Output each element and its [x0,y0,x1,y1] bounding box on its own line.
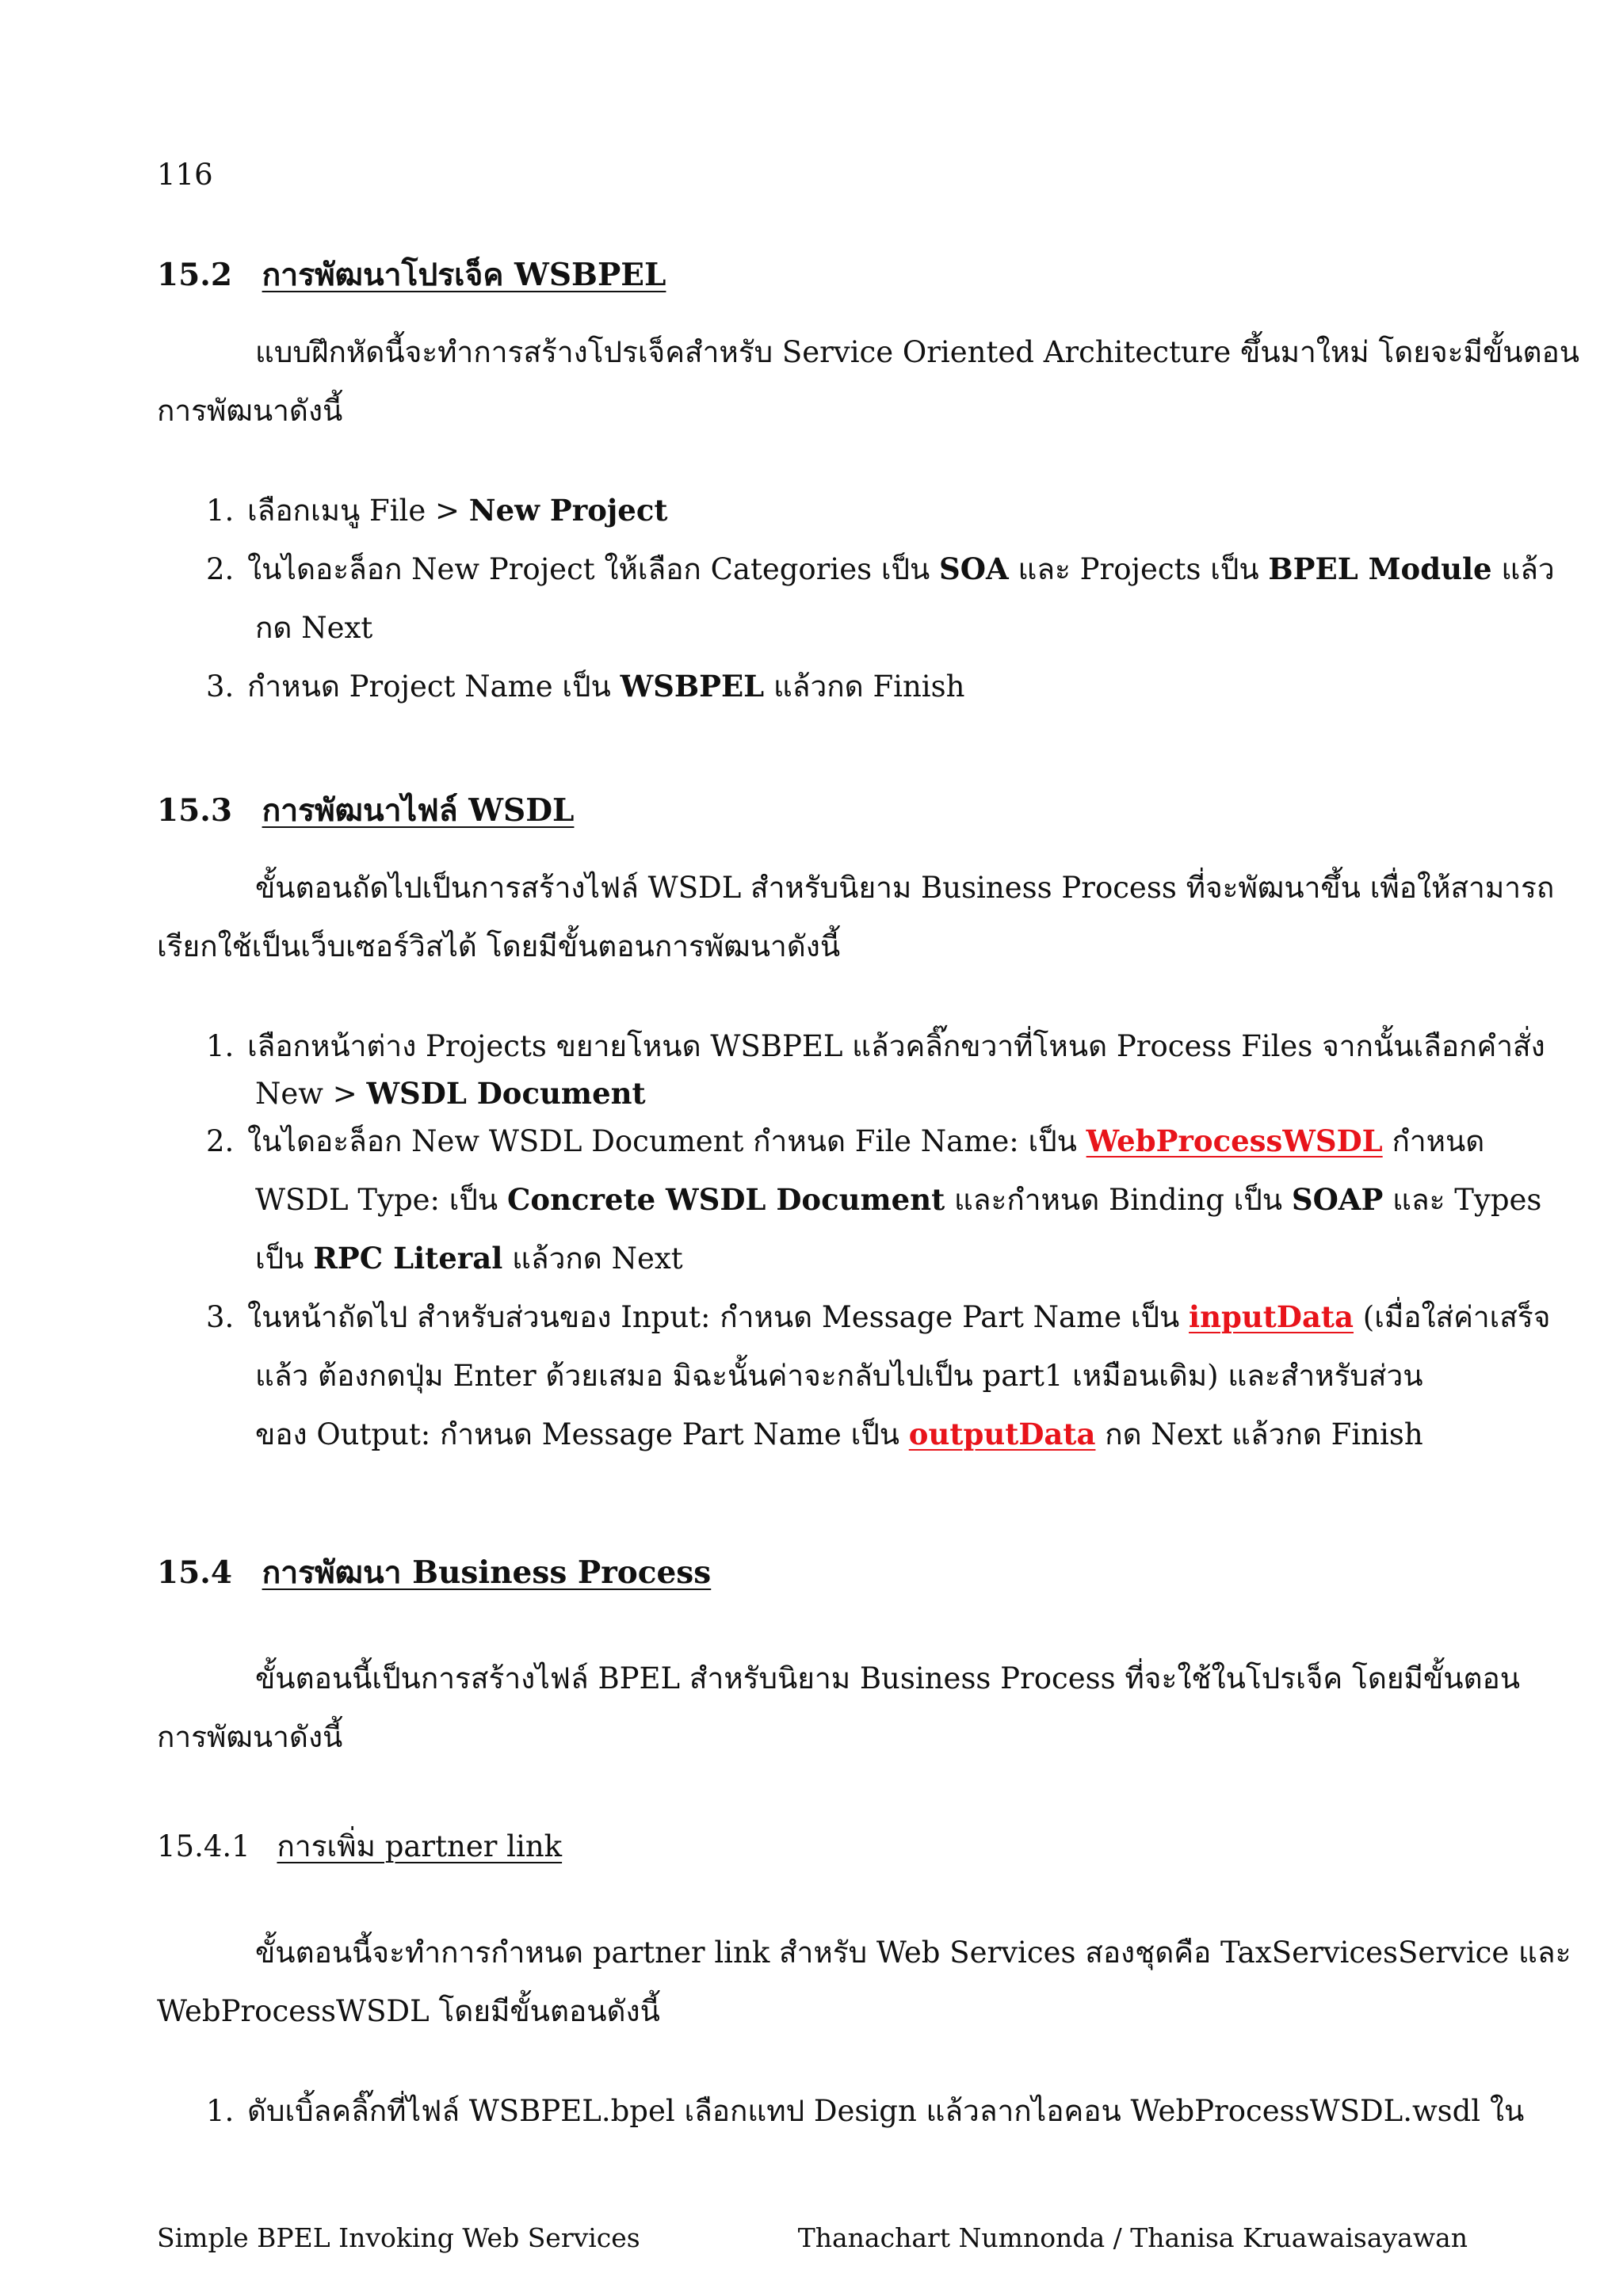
section-title: การพัฒนาโปรเจ็ค WSBPEL [262,257,666,293]
list-item: 2. ในไดอะล็อก New Project ให้เลือก Categories เป็น SOA และ Projects เป็น BPEL Module แล้ว [206,551,1555,586]
list-item-continuation: New > WSDL Document [255,1076,646,1111]
paragraph-line: เรียกใช้เป็นเว็บเซอร์วิสได้ โดยมีขั้นตอนการพัฒนาดังนี้ [157,929,841,963]
subsection-number: 15.4.1 [157,1829,250,1863]
list-item-continuation: กด Next [255,611,373,645]
section-number: 15.3 [157,792,232,829]
highlight-link: inputData [1189,1299,1354,1334]
section-heading-15-4 [157,1548,711,1597]
list-item: 3. ในหน้าถัดไป สำหรับส่วนของ Input: กำหนด Message Part Name เป็น inputData (เมื่อใส่ค่าเสร็จ [206,1299,1551,1334]
section-title: การพัฒนาไฟล์ WSDL [262,792,575,829]
list-item: 1. ดับเบิ้ลคลิ๊กที่ไฟล์ WSBPEL.bpel เลือกแทป Design แล้วลากไอคอน WebProcessWSDL.wsdl ใน [206,2094,1525,2128]
paragraph-line: การพัฒนาดังนี้ [157,1720,343,1754]
paragraph-line: ขั้นตอนนี้จะทำการกำหนด partner link สำหรับ Web Services สองชุดคือ TaxServicesService และ [255,1936,1571,1970]
list-item-continuation: WSDL Type: เป็น Concrete WSDL Document และกำหนด Binding เป็น SOAP และ Types [255,1182,1542,1217]
section-heading-15-3 [157,786,574,835]
subsection-heading-15-4-1 [157,1829,563,1863]
paragraph-line: การพัฒนาดังนี้ [157,394,343,428]
list-item-continuation: ของ Output: กำหนด Message Part Name เป็น outputData กด Next แล้วกด Finish [255,1417,1423,1451]
list-item-continuation: แล้ว ต้องกดปุ่ม Enter ด้วยเสมอ มิฉะนั้นค่าจะกลับไปเป็น part1 เหมือนเดิม) และสำหรับส่วน [255,1359,1423,1393]
list-item: 1. เลือกเมนู File > New Project [206,493,668,528]
section-number: 15.4 [157,1554,232,1591]
paragraph-line: แบบฝึกหัดนี้จะทำการสร้างโปรเจ็คสำหรับ Service Oriented Architecture ขึ้นมาใหม่ โดยจะมีขั้นตอน [255,335,1580,369]
subsection-title: การเพิ่ม partner link [277,1829,563,1863]
footer-left: Simple BPEL Invoking Web Services [157,2222,640,2253]
section-title: การพัฒนา Business Process [262,1554,712,1591]
paragraph-line: ขั้นตอนถัดไปเป็นการสร้างไฟล์ WSDL สำหรับนิยาม Business Process ที่จะพัฒนาขึ้น เพื่อให้สามารถ [255,871,1555,905]
page-number: 116 [157,158,213,192]
list-item: 3. กำหนด Project Name เป็น WSBPEL แล้วกด Finish [206,669,965,704]
paragraph-line: WebProcessWSDL โดยมีขั้นตอนดังนี้ [157,1994,660,2028]
list-item: 2. ในไดอะล็อก New WSDL Document กำหนด File Name: เป็น WebProcessWSDL กำหนด [206,1123,1485,1158]
paragraph-line: ขั้นตอนนี้เป็นการสร้างไฟล์ BPEL สำหรับนิยาม Business Process ที่จะใช้ในโปรเจ็ค โดยมีขั้นตอน [255,1661,1521,1695]
list-item-continuation: เป็น RPC Literal แล้วกด Next [255,1241,683,1276]
list-item: 1. เลือกหน้าต่าง Projects ขยายโหนด WSBPEL แล้วคลิ๊กขวาที่โหนด Process Files จากนั้นเลือกคำสั่ง [206,1029,1545,1063]
section-number: 15.2 [157,257,232,293]
highlight-link: WebProcessWSDL [1086,1123,1383,1158]
section-heading-15-2 [157,250,666,299]
highlight-link: outputData [908,1417,1096,1451]
footer-right: Thanachart Numnonda / Thanisa Kruawaisayawan [797,2222,1468,2253]
